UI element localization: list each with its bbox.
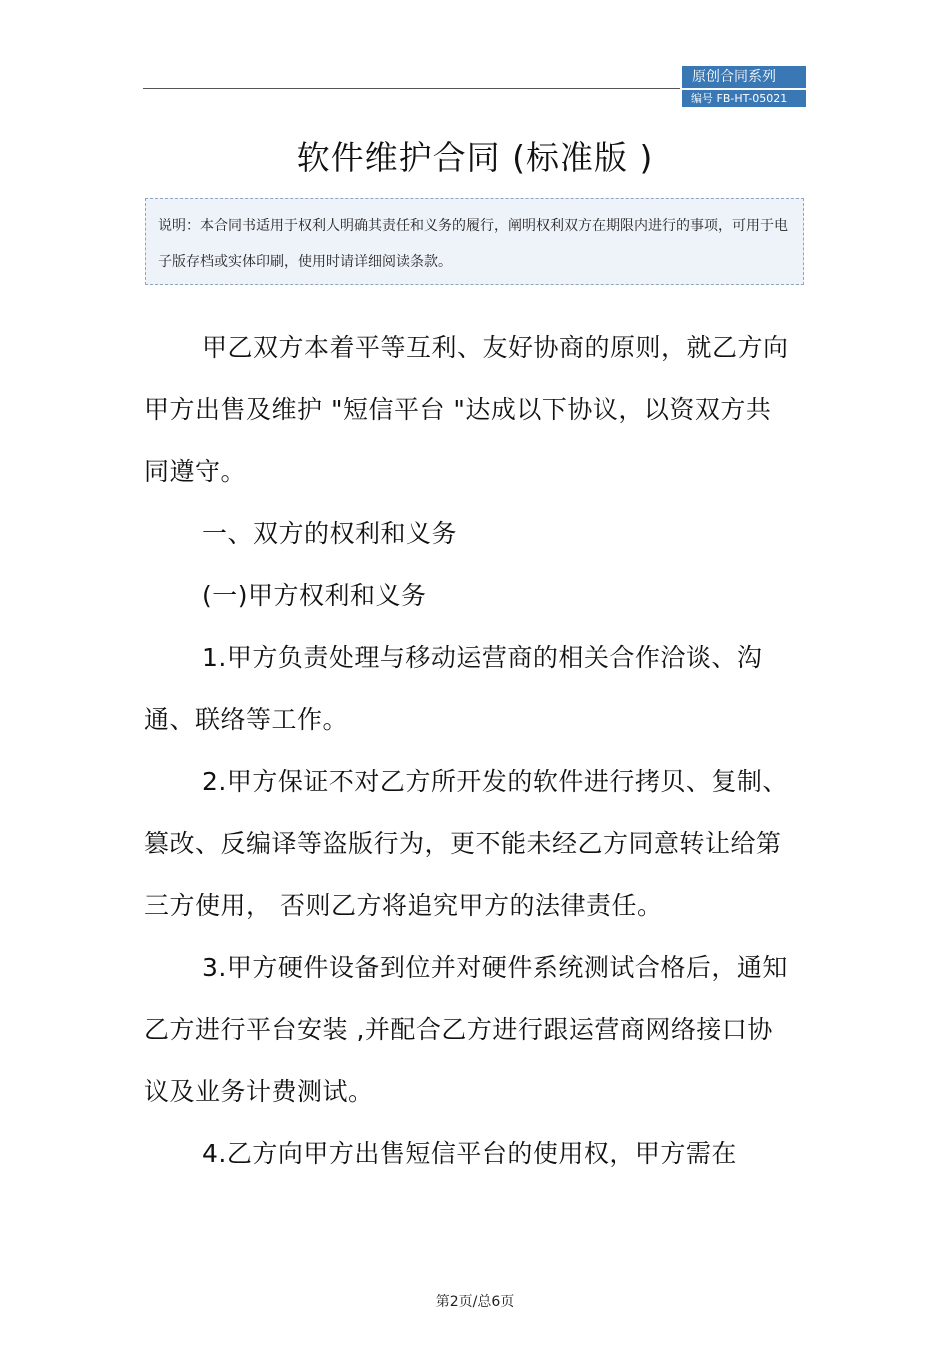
- intro-paragraph: 甲乙双方本着平等互利、友好协商的原则，就乙方向甲方出售及维护 "短信平台 "达成以下协议，以资双方共同遵守。: [144, 333, 789, 486]
- page-indicator: 第2页/总6页: [435, 1294, 515, 1310]
- document-title: 软件维护合同 (标准版 ): [296, 138, 654, 177]
- document-code-badge: 编号 FB-HT-05021: [682, 90, 806, 107]
- clause-paragraph: 4.乙方向甲方出售短信平台的使用权，甲方需在: [202, 1139, 737, 1168]
- header-rule: [143, 88, 680, 89]
- section-heading: 一、双方的权利和义务: [202, 519, 458, 548]
- series-badge: 原创合同系列: [682, 66, 806, 88]
- clause-paragraph: 3.甲方硬件设备到位并对硬件系统测试合格后，通知乙方进行平台安装 ,并配合乙方进行跟运营商网络接口协议及业务计费测试。: [144, 953, 788, 1106]
- contract-body: [144, 317, 794, 1185]
- subsection-heading: (一)甲方权利和义务: [202, 581, 427, 610]
- clause-paragraph: 1.甲方负责处理与移动运营商的相关合作洽谈、沟通、联络等工作。: [144, 643, 763, 734]
- usage-note: 说明：本合同书适用于权利人明确其责任和义务的履行，阐明权利双方在期限内进行的事项，可用于电子版存档或实体印刷，使用时请详细阅读条款。: [145, 198, 804, 285]
- clause-paragraph: 2.甲方保证不对乙方所开发的软件进行拷贝、复制、篡改、反编译等盗版行为，更不能未经乙方同意转让给第三方使用， 否则乙方将追究甲方的法律责任。: [144, 767, 788, 920]
